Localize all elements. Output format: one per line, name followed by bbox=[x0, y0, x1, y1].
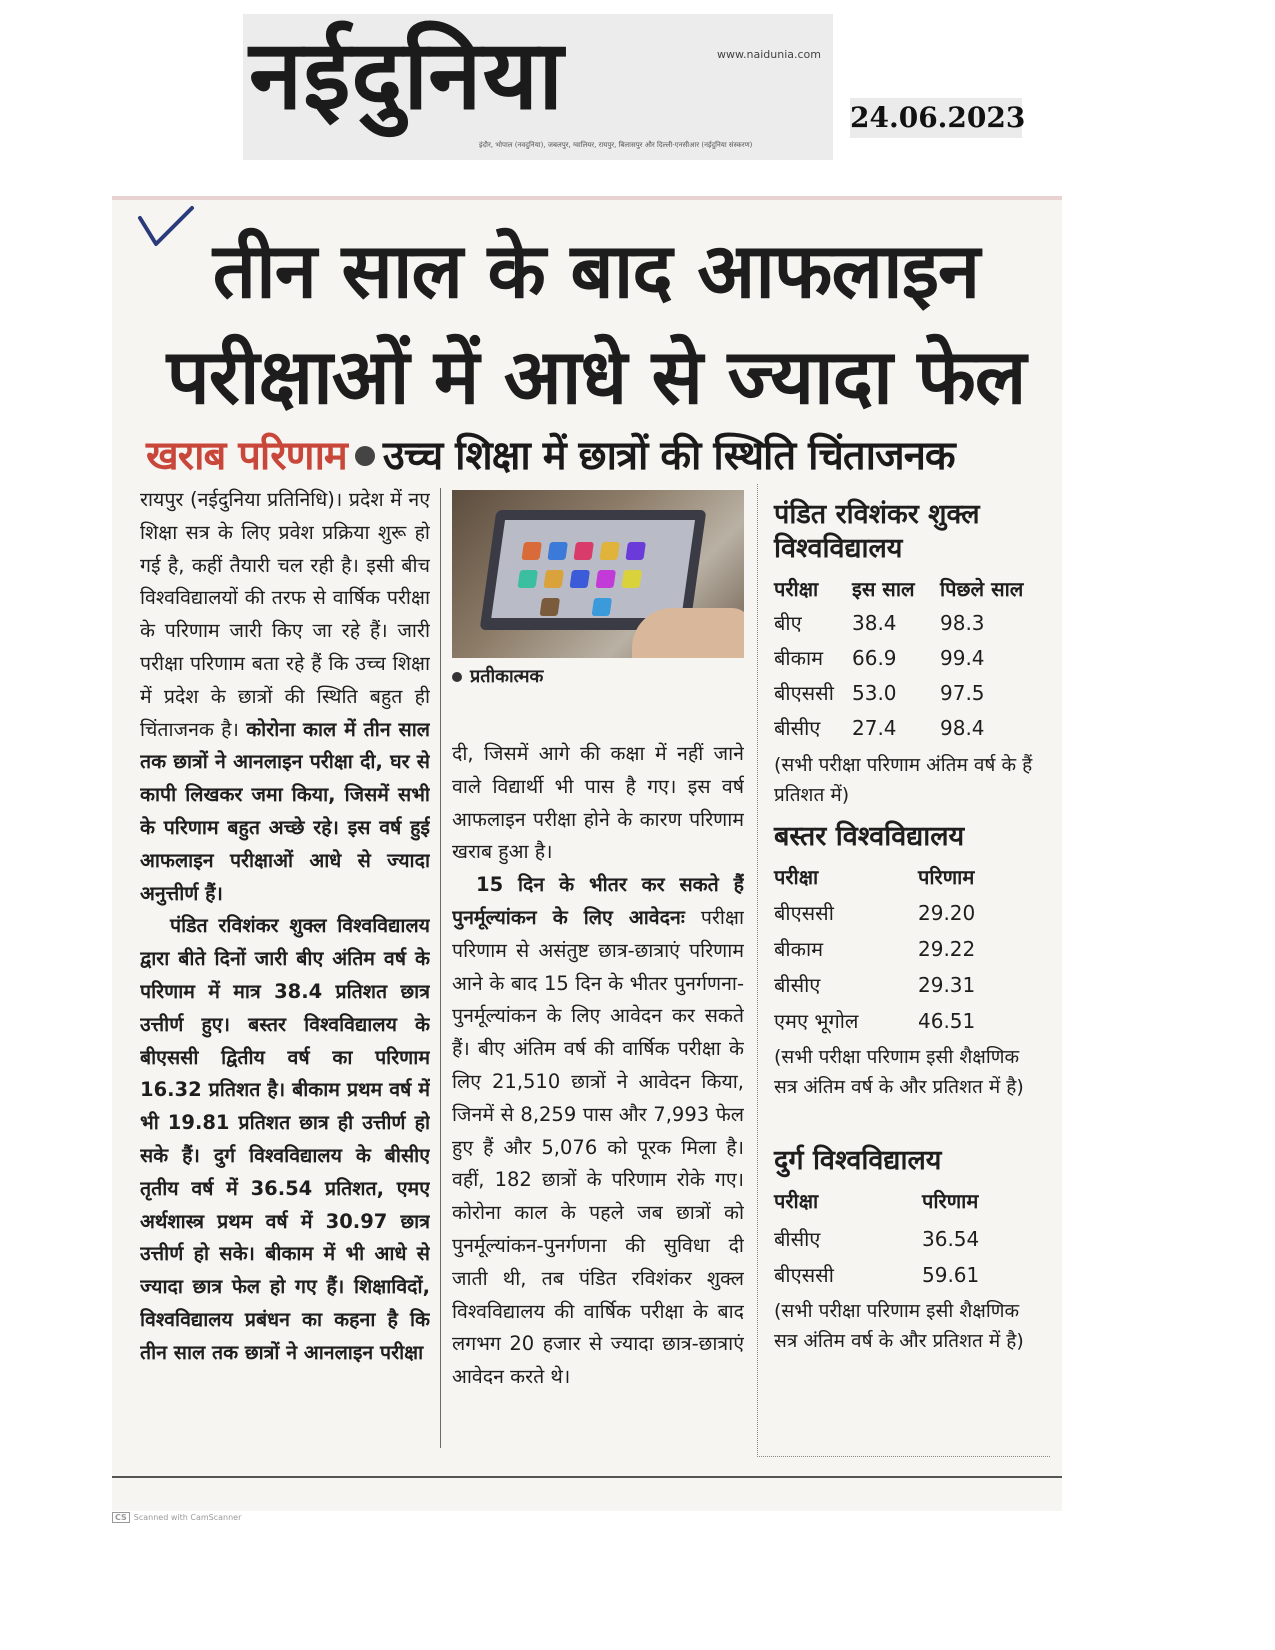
durg-note: (सभी परीक्षा परिणाम इसी शैक्षणिक सत्र अंतिम वर्ष के और प्रतिशत में है) bbox=[774, 1300, 1024, 1352]
app-tile bbox=[595, 570, 616, 588]
masthead bbox=[243, 14, 833, 160]
section-text: परीक्षा परिणाम से असंतुष्ट छात्र-छात्राएं परिणाम आने के बाद 15 दिन के भीतर पुनर्गणना-पुनर्मूल्यांकन के लिए आवेदन कर सकते हैं। बीए अंतिम वर्ष की वार्षिक परीक्षा के लिए 21,510 छात्रों ने आवेदन किया, जिनमें से 8,259 पास और 7,993 फेल हुए हैं और 5,076 को पूरक मिला है। वहीं, 182 छात्रों के परिणाम रोके गए। कोरोना काल के पहले जब छात्रों को पुनर्मूल्यांकन-पुनर्गणना की सुविधा दी जाती थी, तब पंडित रविशंकर शुक्ल विश्वविद्यालय की वार्षिक परीक्षा के बाद लगभग 20 हजार से ज्यादा छात्र-छात्राएं आवेदन करते थे। bbox=[452, 905, 744, 1389]
scanner-badge: CS bbox=[112, 1512, 130, 1523]
this-year-value: 38.4 bbox=[852, 611, 897, 635]
table-row bbox=[774, 970, 1044, 1000]
website-text: www.naidunia.com bbox=[717, 48, 821, 61]
prsu-title-line1: पंडित रविशंकर शुक्ल bbox=[774, 499, 980, 530]
exam-name: एमए भूगोल bbox=[774, 1009, 859, 1033]
bastar-note: (सभी परीक्षा परिणाम इसी शैक्षणिक सत्र अंतिम वर्ष के और प्रतिशत में है) bbox=[774, 1046, 1024, 1098]
table-row bbox=[774, 678, 1044, 708]
hand-illustration bbox=[632, 608, 744, 658]
prsu-table-header bbox=[774, 574, 1044, 604]
column-divider bbox=[440, 488, 441, 1448]
table-row bbox=[774, 608, 1044, 638]
subheading bbox=[146, 428, 1062, 484]
header-last-year: पिछले साल bbox=[940, 577, 1024, 601]
news-clipping bbox=[112, 196, 1062, 1511]
article-paragraph: दी, जिसमें आगे की कक्षा में नहीं जाने वाले विद्यार्थी भी पास है गए। इस वर्ष आफलाइन परीक्षा होने के कारण परिणाम खराब हुआ है। bbox=[452, 742, 744, 864]
app-tile bbox=[599, 542, 620, 560]
table-row bbox=[774, 643, 1044, 673]
app-tile bbox=[592, 598, 613, 616]
editions-text: इंदौर, भोपाल (नवदुनिया), जबलपुर, ग्वालियर, रायपुर, बिलासपुर और दिल्ली-एनसीआर (नईदुनिया संस्करण) bbox=[479, 141, 753, 149]
photo-caption-text: प्रतीकात्मक bbox=[470, 666, 544, 687]
bullet-dot-icon bbox=[452, 672, 462, 682]
result-value: 36.54 bbox=[922, 1227, 980, 1251]
exam-name: बीए bbox=[774, 611, 802, 635]
app-tile bbox=[517, 570, 538, 588]
exam-name: बीएससी bbox=[774, 901, 834, 925]
exam-name: बीसीए bbox=[774, 1227, 821, 1251]
result-value: 29.31 bbox=[918, 973, 976, 997]
kicker-label: खराब परिणाम bbox=[146, 433, 347, 479]
exam-name: बीएससी bbox=[774, 681, 834, 705]
article-paragraph: पंडित रविशंकर शुक्ल विश्वविद्यालय द्वारा बीते दिनों जारी बीए अंतिम वर्ष के परिणाम में मात्र 38.4 प्रतिशत छात्र उत्तीर्ण हुए। बस्तर विश्वविद्यालय के बीएससी द्वितीय वर्ष का परिणाम 16.32 प्रतिशत है। बीकाम प्रथम वर्ष में भी 19.81 प्रतिशत छात्र ही उत्तीर्ण हो सके हैं। दुर्ग विश्वविद्यालय के बीसीए तृतीय वर्ष में 36.54 प्रतिशत, एमए अर्थशास्त्र प्रथम वर्ष में 30.97 छात्र उत्तीर्ण हो सके। बीकाम में भी आधे से ज्यादा छात्र फेल हो गए हैं। शिक्षाविदों, विश्वविद्यालय प्रबंधन का कहना है कि तीन साल तक छात्रों ने आनलाइन परीक्षा bbox=[140, 914, 430, 1364]
header-this-year: इस साल bbox=[852, 577, 915, 601]
headline-line2: परीक्षाओं में आधे से ज्यादा फेल bbox=[166, 332, 1026, 421]
app-tile bbox=[543, 570, 564, 588]
result-value: 29.20 bbox=[918, 901, 976, 925]
this-year-value: 66.9 bbox=[852, 646, 897, 670]
app-tile bbox=[625, 542, 646, 560]
last-year-value: 99.4 bbox=[940, 646, 985, 670]
this-year-value: 53.0 bbox=[852, 681, 897, 705]
exam-name: बीकाम bbox=[774, 937, 824, 961]
app-tile bbox=[621, 570, 642, 588]
header-exam: परीक्षा bbox=[774, 865, 819, 889]
table-row bbox=[774, 1260, 1044, 1290]
app-tile bbox=[547, 542, 568, 560]
durg-title: दुर्ग विश्वविद्यालय bbox=[774, 1145, 942, 1176]
header-exam: परीक्षा bbox=[774, 1189, 819, 1213]
prsu-note: (सभी परीक्षा परिणाम अंतिम वर्ष के हैं प्रतिशत में) bbox=[774, 754, 1033, 806]
exam-name: बीसीए bbox=[774, 716, 821, 740]
scanner-text: Scanned with CamScanner bbox=[133, 1513, 242, 1522]
article-photo bbox=[452, 490, 744, 658]
bottom-divider bbox=[112, 1476, 1062, 1478]
app-tile bbox=[521, 542, 542, 560]
table-row bbox=[774, 934, 1044, 964]
lead-bold-text: कोरोना काल में तीन साल तक छात्रों ने आनलाइन परीक्षा दी, घर से कापी लिखकर जमा किया, जिसमें सभी के परिणाम बहुत अच्छे रहे। इस वर्ष हुई आफलाइन परीक्षाओं आधे से ज्यादा अनुत्तीर्ण हैं। bbox=[140, 717, 430, 905]
article-paragraph bbox=[452, 869, 744, 1394]
header-result: परिणाम bbox=[918, 865, 975, 889]
bastar-title: बस्तर विश्वविद्यालय bbox=[774, 821, 965, 852]
article-paragraph bbox=[140, 484, 430, 910]
exam-name: बीसीए bbox=[774, 973, 821, 997]
laptop-screen bbox=[491, 520, 695, 618]
exam-name: बीएससी bbox=[774, 1263, 834, 1287]
article-column-2 bbox=[452, 738, 744, 1448]
last-year-value: 98.4 bbox=[940, 716, 985, 740]
table-row bbox=[774, 898, 1044, 928]
header-exam: परीक्षा bbox=[774, 577, 819, 601]
headline-line1: तीन साल के बाद आफलाइन bbox=[212, 226, 980, 315]
app-tile bbox=[573, 542, 594, 560]
photo-caption bbox=[452, 664, 543, 688]
results-sidebar bbox=[757, 484, 1050, 1457]
result-value: 29.22 bbox=[918, 937, 976, 961]
header-result: परिणाम bbox=[922, 1189, 979, 1213]
scanner-watermark bbox=[112, 1512, 241, 1523]
this-year-value: 27.4 bbox=[852, 716, 897, 740]
table-row bbox=[774, 1224, 1044, 1254]
subheading-text: उच्च शिक्षा में छात्रों की स्थिति चिंताजनक bbox=[382, 433, 955, 479]
result-value: 59.61 bbox=[922, 1263, 980, 1287]
top-divider bbox=[112, 196, 1062, 200]
last-year-value: 97.5 bbox=[940, 681, 985, 705]
prsu-title-line2: विश्वविद्यालय bbox=[774, 533, 903, 564]
app-tile bbox=[540, 598, 561, 616]
durg-table-header bbox=[774, 1186, 1044, 1216]
table-row bbox=[774, 1006, 1044, 1036]
lead-text: रायपुर (नईदुनिया प्रतिनिधि)। प्रदेश में नए शिक्षा सत्र के लिए प्रवेश प्रक्रिया शुरू हो गई है, कहीं तैयारी चल रही है। इसी बीच विश्वविद्यालयों की तरफ से वार्षिक परीक्षा के परिणाम जारी किए जा रहे हैं। जारी परीक्षा परिणाम बता रहे हैं कि उच्च शिक्षा में प्रदेश के छात्रों की स्थिति बहुत ही चिंताजनक है। bbox=[140, 488, 430, 741]
app-tile bbox=[569, 570, 590, 588]
last-year-value: 98.3 bbox=[940, 611, 985, 635]
bastar-table-header bbox=[774, 862, 1044, 892]
result-value: 46.51 bbox=[918, 1009, 976, 1033]
bullet-dot-icon bbox=[355, 446, 375, 466]
newspaper-logo: नईदुनिया bbox=[249, 19, 565, 131]
section-heading: 15 दिन के भीतर कर सकते हैं पुनर्मूल्यांकन के लिए आवेदनः bbox=[452, 873, 744, 929]
article-column-1 bbox=[140, 484, 430, 1444]
publication-date: 24.06.2023 bbox=[850, 98, 1022, 138]
exam-name: बीकाम bbox=[774, 646, 824, 670]
table-row bbox=[774, 713, 1044, 743]
